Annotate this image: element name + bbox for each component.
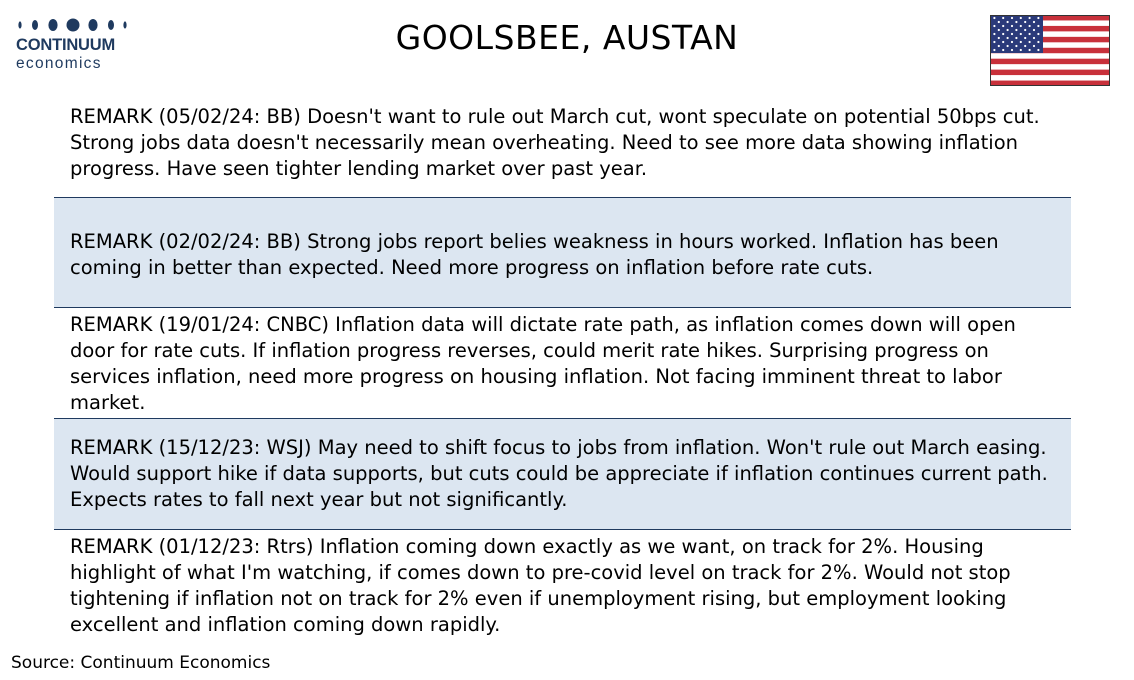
remark-text: REMARK (02/02/24: BB) Strong jobs report belies weakness in hours worked. Inflation has been coming in better than expected. Need more progress on inflation before rate cuts. bbox=[70, 230, 999, 279]
remark-row bbox=[54, 198, 1071, 308]
remark-text: REMARK (19/01/24: CNBC) Inflation data will dictate rate path, as inflation comes down will open door for rate cuts. If inflation progress reverses, could merit rate hikes. Surprising progress on services inflation, need more progress on housing inflation. Not facing imminent threat to labor market. bbox=[70, 313, 1016, 414]
remark-row bbox=[54, 530, 1071, 638]
remark-row bbox=[54, 419, 1071, 530]
remark-text: REMARK (15/12/23: WSJ) May need to shift focus to jobs from inflation. Won't rule out March easing. Would support hike if data supports, but cuts could be appreciate if inflation continues current path. Expects rates to fall next year but not significantly. bbox=[70, 436, 1048, 511]
us-flag-icon bbox=[990, 15, 1110, 86]
logo-wordmark-top: CONTINUUM bbox=[16, 36, 116, 54]
remarks-table bbox=[54, 95, 1071, 638]
remark-row bbox=[54, 95, 1071, 198]
page-title: GOOLSBEE, AUSTAN bbox=[395, 18, 739, 57]
remark-row bbox=[54, 308, 1071, 419]
remark-text: REMARK (05/02/24: BB) Doesn't want to rule out March cut, wont speculate on potential 50bps cut. Strong jobs data doesn't necessarily mean overheating. Need to see more data showing inflation progress. Have seen tighter lending market over past year. bbox=[70, 105, 1040, 180]
logo-wordmark-bottom: economics bbox=[16, 55, 102, 72]
source-note: Source: Continuum Economics bbox=[11, 653, 271, 673]
remark-text: REMARK (01/12/23: Rtrs) Inflation coming down exactly as we want, on track for 2%. Housing highlight of what I'm watching, if comes down to pre-covid level on track for 2%. Would not stop tightening if inflation not on track for 2% even if unemployment rising, but employment looking excellent and inflation coming down rapidly. bbox=[70, 535, 1011, 636]
